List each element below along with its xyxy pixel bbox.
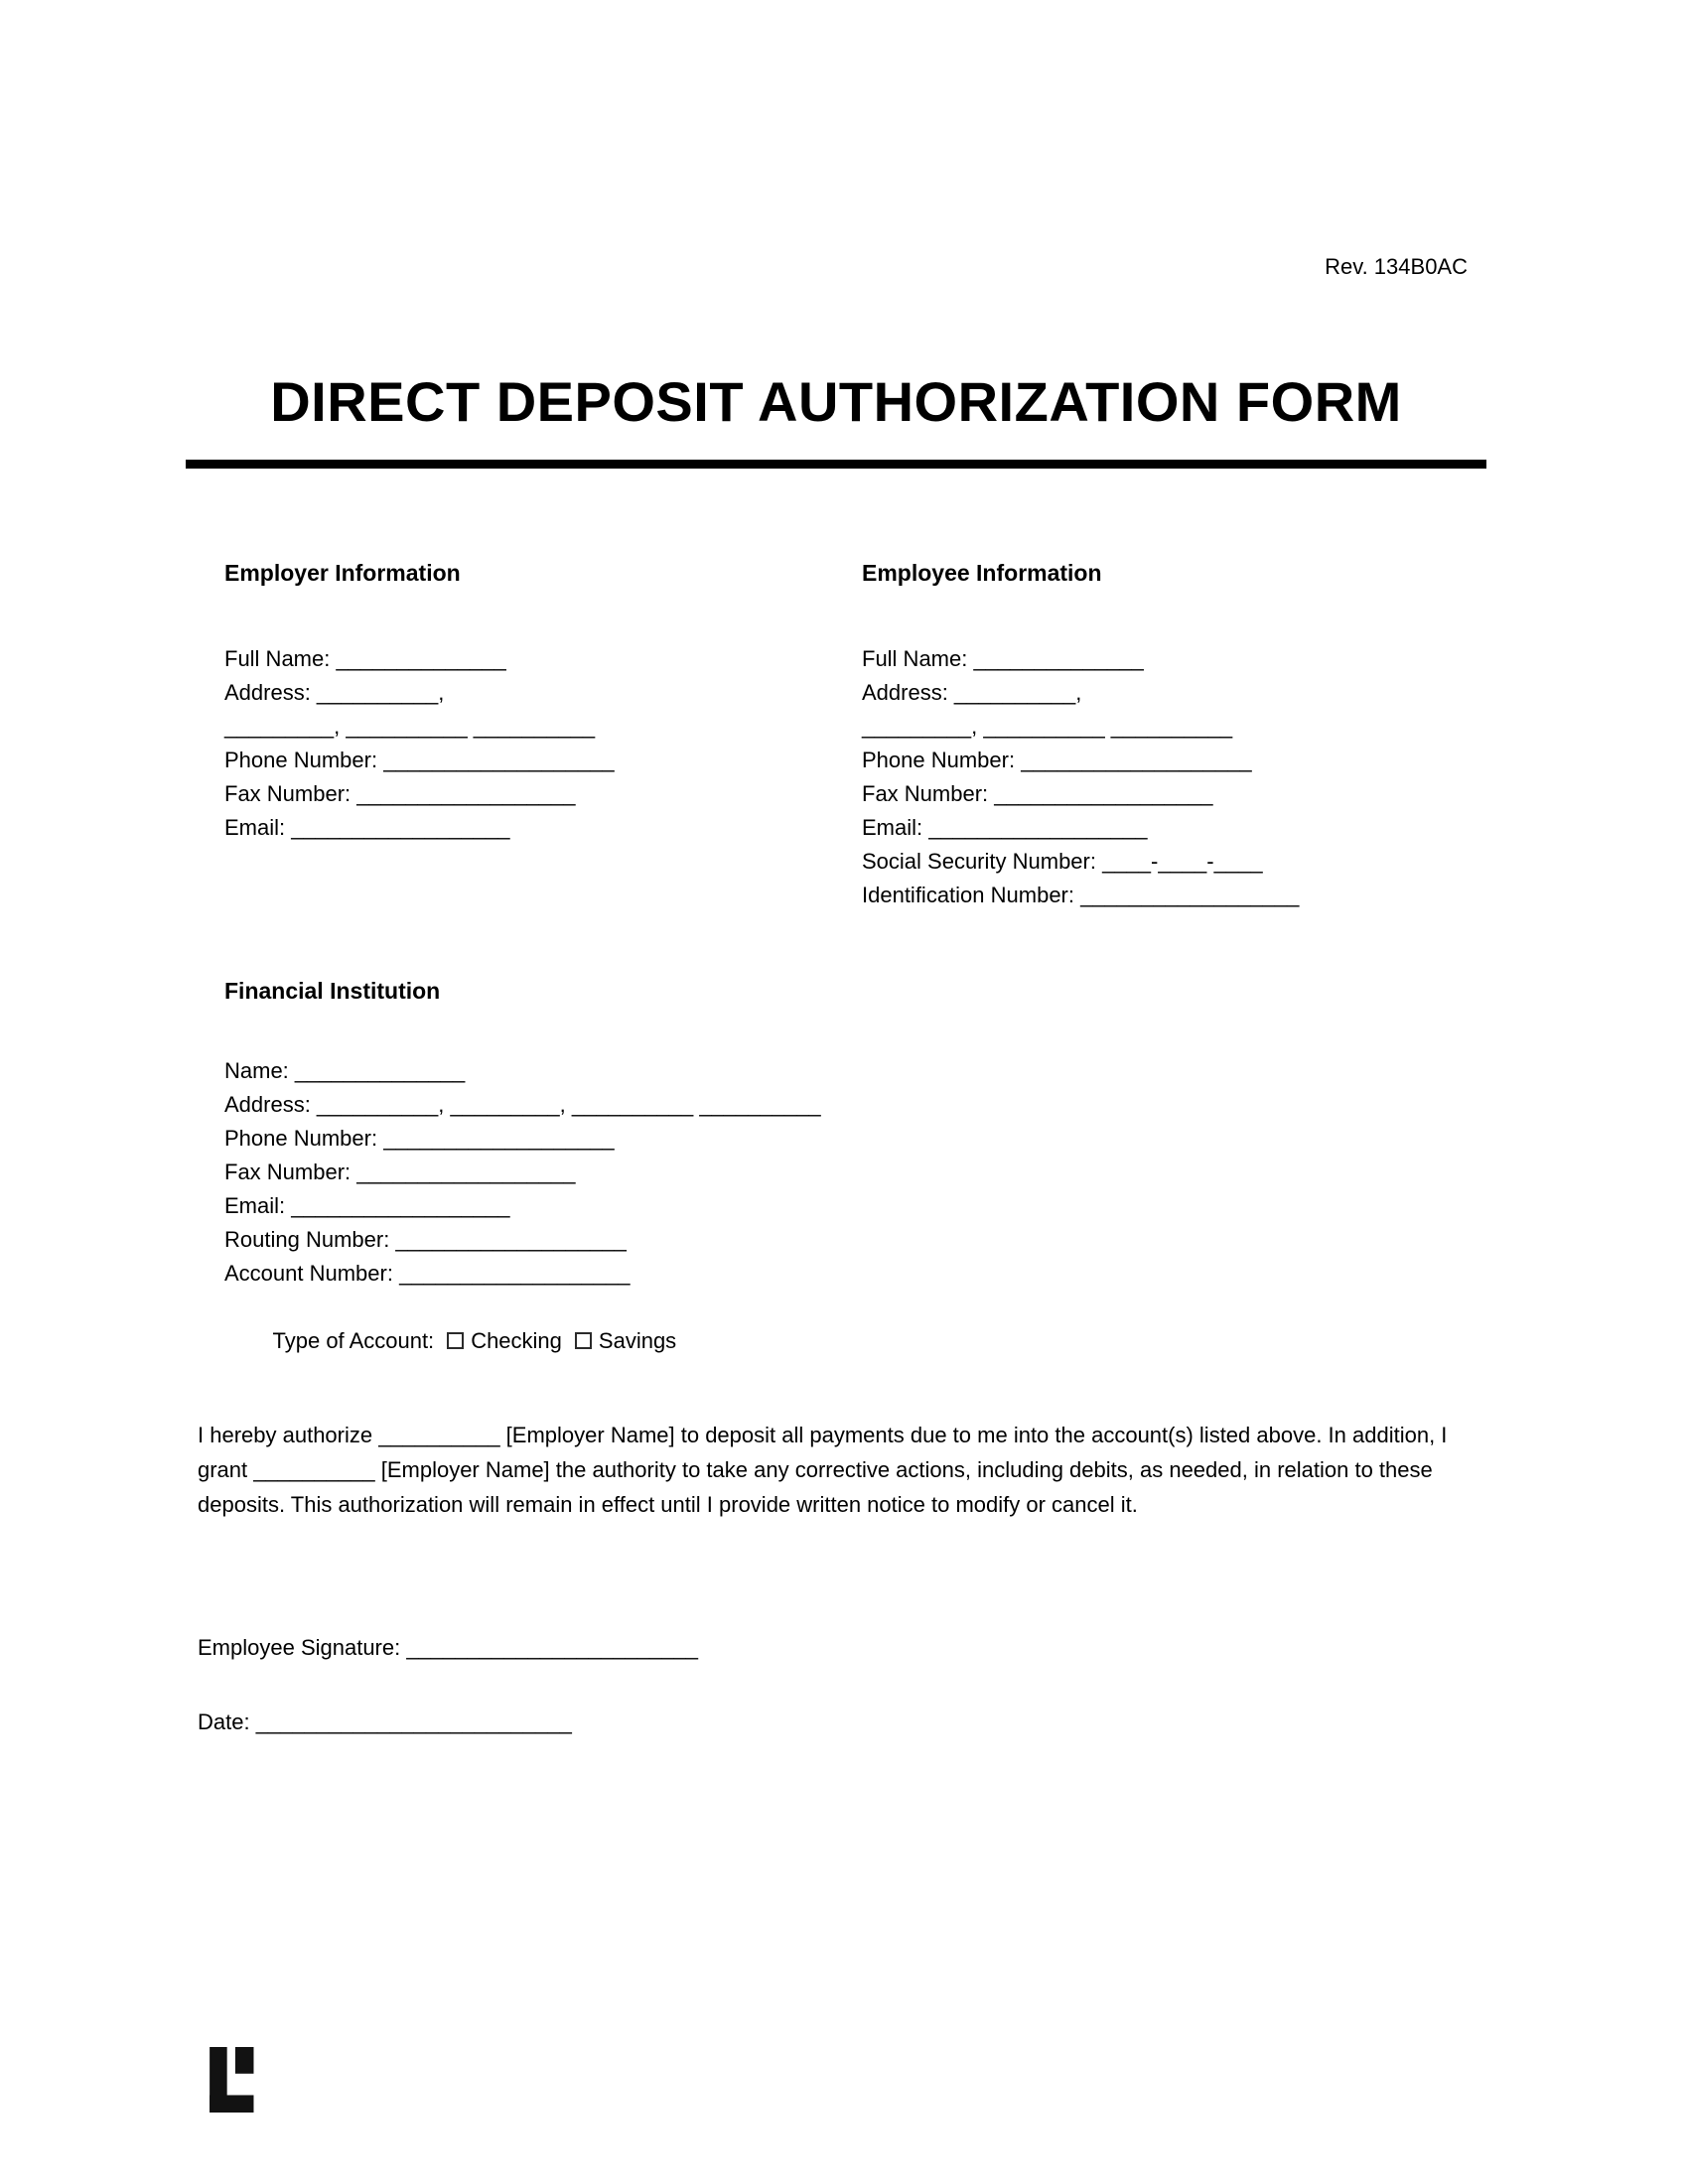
title-rule [186, 460, 1486, 469]
employer-info-section [224, 558, 840, 845]
savings-option-label: Savings [598, 1328, 677, 1353]
checking-option-label: Checking [471, 1328, 562, 1353]
financial-institution-section [224, 976, 1118, 1392]
employee-signature-line: Employee Signature: ________________________ [198, 1635, 698, 1660]
employer-phone-line: Phone Number: ___________________ [224, 748, 615, 772]
employee-phone-line: Phone Number: ___________________ [862, 748, 1252, 772]
employee-ssn-line: Social Security Number: ____-____-____ [862, 849, 1263, 874]
employee-info-section [862, 558, 1497, 912]
bank-email-line: Email: __________________ [224, 1193, 510, 1218]
authorization-paragraph: I hereby authorize __________ [Employer Name] to deposit all payments due to me into the account(s) listed above. In addition, I grant __________ [Employer Name] the authority to take any corrective actions, including debits, as needed, in relation to these deposits. This authorization will remain in effect until I provide written notice to modify or cancel it. [198, 1423, 1448, 1517]
employer-fax-line: Fax Number: __________________ [224, 781, 576, 806]
date-line: Date: __________________________ [198, 1709, 572, 1734]
employer-info-heading: Employer Information [224, 560, 461, 586]
employer-full-name-line: Full Name: ______________ [224, 646, 506, 671]
employee-fax-line: Fax Number: __________________ [862, 781, 1213, 806]
bank-phone-line: Phone Number: ___________________ [224, 1126, 615, 1151]
bank-fax-line: Fax Number: __________________ [224, 1160, 576, 1184]
employee-address-line: Address: __________, [862, 680, 1082, 705]
checking-checkbox-icon[interactable] [447, 1332, 464, 1349]
employee-full-name-line: Full Name: ______________ [862, 646, 1144, 671]
revision-label: Rev. 134B0AC [1325, 254, 1468, 279]
title-block [186, 369, 1486, 434]
bank-address-line: Address: __________, _________, __________ __________ [224, 1092, 821, 1117]
employee-info-heading: Employee Information [862, 560, 1102, 586]
routing-number-line: Routing Number: ___________________ [224, 1227, 627, 1252]
employer-address-line-2: _________, __________ __________ [224, 714, 596, 739]
account-type-label: Type of Account: [272, 1328, 435, 1353]
account-number-line: Account Number: ___________________ [224, 1261, 631, 1286]
employer-email-line: Email: __________________ [224, 815, 510, 840]
employee-email-line: Email: __________________ [862, 815, 1148, 840]
legaltemplates-logo-icon [210, 2047, 267, 2113]
employee-id-number-line: Identification Number: __________________ [862, 883, 1300, 907]
employer-address-line: Address: __________, [224, 680, 445, 705]
employee-address-line-2: _________, __________ __________ [862, 714, 1233, 739]
bank-name-line: Name: ______________ [224, 1058, 466, 1083]
account-type-line [224, 1291, 1118, 1392]
page-title: DIRECT DEPOSIT AUTHORIZATION FORM [270, 370, 1402, 433]
financial-institution-heading: Financial Institution [224, 978, 441, 1004]
savings-checkbox-icon[interactable] [575, 1332, 592, 1349]
